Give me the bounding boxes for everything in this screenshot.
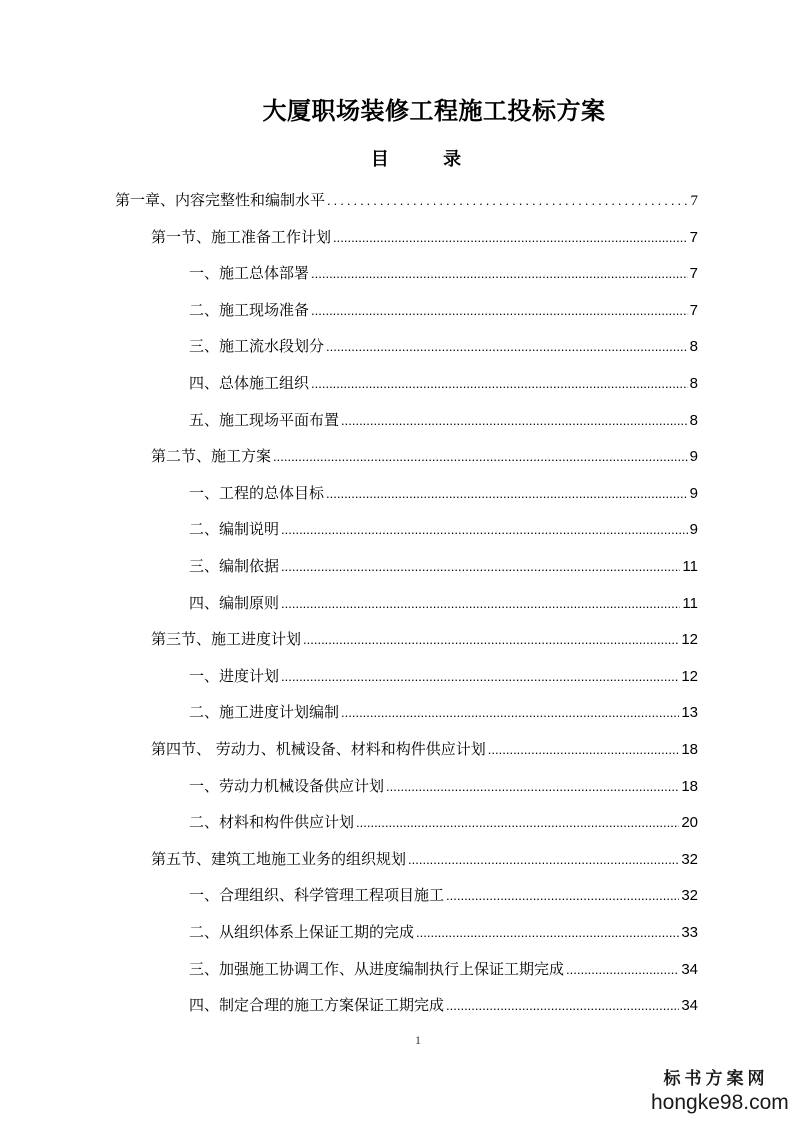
toc-entry-title: 四、总体施工组织 [189, 374, 310, 392]
toc-entry-title: 第五节、建筑工地施工业务的组织规划 [151, 850, 407, 868]
dot-leader [281, 665, 679, 689]
toc-heading: 目 录 [370, 149, 486, 170]
toc-entry-page: 11 [682, 558, 698, 575]
toc-entry[interactable] [151, 737, 698, 761]
toc-entry-title: 四、编制原则 [189, 594, 280, 612]
toc-entry[interactable] [189, 261, 698, 285]
dot-leader [341, 409, 688, 433]
dot-leader [281, 592, 680, 616]
toc-entry[interactable] [189, 554, 698, 578]
dot-leader [273, 445, 688, 469]
dot-leader [488, 738, 680, 762]
toc-entry-page: 11 [682, 595, 698, 612]
toc-entry-page: 20 [681, 814, 698, 831]
toc-entry-page: 18 [681, 741, 698, 758]
toc-entry-title: 三、施工流水段划分 [189, 337, 325, 355]
toc-entry[interactable] [189, 481, 698, 505]
toc-entry[interactable] [189, 810, 698, 834]
dot-leader [311, 262, 688, 286]
toc-entry[interactable] [189, 774, 698, 798]
dot-leader [416, 921, 679, 945]
toc-entry[interactable] [189, 883, 698, 907]
toc-entry-title: 一、劳动力机械设备供应计划 [189, 777, 385, 795]
toc-entry-title: 第三节、施工进度计划 [151, 630, 302, 648]
dot-leader [341, 701, 679, 725]
toc-entry-page: 9 [689, 521, 698, 538]
toc-entry[interactable] [189, 993, 698, 1017]
toc-entry[interactable] [189, 298, 698, 322]
toc-entry-title: 一、进度计划 [189, 667, 280, 685]
toc-entry-page: 34 [681, 997, 698, 1014]
toc-entry[interactable] [151, 225, 698, 249]
toc-entry-page: 7 [689, 229, 698, 246]
dot-leader [326, 482, 688, 506]
toc-entry-page: 12 [681, 668, 698, 685]
dot-leader [303, 628, 679, 652]
document-title: 大厦职场装修工程施工投标方案 [262, 97, 606, 125]
toc-entry-title: 二、从组织体系上保证工期的完成 [189, 923, 415, 941]
toc-entry[interactable] [189, 408, 698, 432]
toc-entry[interactable] [189, 664, 698, 688]
toc-entry-page: 33 [681, 924, 698, 941]
toc-entry-title: 二、材料和构件供应计划 [189, 813, 355, 831]
watermark-logo [651, 1068, 789, 1116]
dot-leader [356, 811, 679, 835]
toc-entry[interactable] [151, 627, 698, 651]
toc-entry-title: 二、编制说明 [189, 520, 280, 538]
page-number: 1 [415, 1033, 421, 1047]
toc-entry-title: 二、施工现场准备 [189, 301, 310, 319]
toc-entry-title: 第一节、施工准备工作计划 [151, 228, 332, 246]
toc-entry-page: 7 [689, 265, 698, 282]
toc-entry-title: 第四节、 劳动力、机械设备、材料和构件供应计划 [151, 740, 486, 758]
dot-leader [446, 884, 679, 908]
toc-entry[interactable] [189, 957, 698, 981]
toc-entry-page: 9 [689, 448, 698, 465]
toc-entry-title: 一、合理组织、科学管理工程项目施工 [189, 886, 445, 904]
toc-entry-title: 一、施工总体部署 [189, 264, 310, 282]
dot-leader [446, 994, 679, 1018]
dot-leader [333, 226, 688, 250]
toc-entry-title: 二、施工进度计划编制 [189, 703, 340, 721]
toc-entry-page: 7 [690, 193, 698, 209]
watermark-site-name: 标书方案网 [663, 1069, 769, 1089]
dot-leader [327, 189, 688, 213]
toc-entry[interactable] [151, 444, 698, 468]
dot-leader [281, 518, 688, 542]
toc-entry[interactable] [189, 591, 698, 615]
toc-entry-page: 8 [689, 375, 698, 392]
toc-entry[interactable] [189, 334, 698, 358]
dot-leader [326, 335, 688, 359]
toc-entry-page: 8 [689, 338, 698, 355]
toc-entry[interactable] [189, 517, 698, 541]
toc-entry-title: 四、制定合理的施工方案保证工期完成 [189, 996, 445, 1014]
toc-entry[interactable] [189, 920, 698, 944]
toc-entry-page: 12 [681, 631, 698, 648]
dot-leader [281, 555, 680, 579]
toc-entry[interactable] [189, 700, 698, 724]
toc-entry[interactable] [115, 188, 698, 212]
toc-entry-title: 三、加强施工协调工作、从进度编制执行上保证工期完成 [189, 960, 565, 978]
toc-entry-page: 18 [681, 778, 698, 795]
toc-entry[interactable] [189, 371, 698, 395]
toc-entry-title: 三、编制依据 [189, 557, 280, 575]
toc-entry-title: 一、工程的总体目标 [189, 484, 325, 502]
toc-entry-page: 32 [681, 851, 698, 868]
toc-entry-page: 7 [689, 302, 698, 319]
toc-entry-page: 8 [689, 412, 698, 429]
toc-entry-page: 13 [681, 704, 698, 721]
dot-leader [386, 775, 679, 799]
watermark-url: hongke98.com [651, 1091, 789, 1114]
toc-entry-page: 32 [681, 887, 698, 904]
dot-leader [311, 299, 688, 323]
dot-leader [408, 848, 679, 872]
dot-leader [566, 958, 679, 982]
toc-entry-page: 34 [681, 961, 698, 978]
toc-entry[interactable] [151, 847, 698, 871]
toc-entry-title: 第二节、施工方案 [151, 447, 272, 465]
toc-entry-page: 9 [689, 485, 698, 502]
toc-entry-title: 第一章、内容完整性和编制水平 [115, 191, 326, 209]
dot-leader [311, 372, 688, 396]
toc-entry-title: 五、施工现场平面布置 [189, 411, 340, 429]
